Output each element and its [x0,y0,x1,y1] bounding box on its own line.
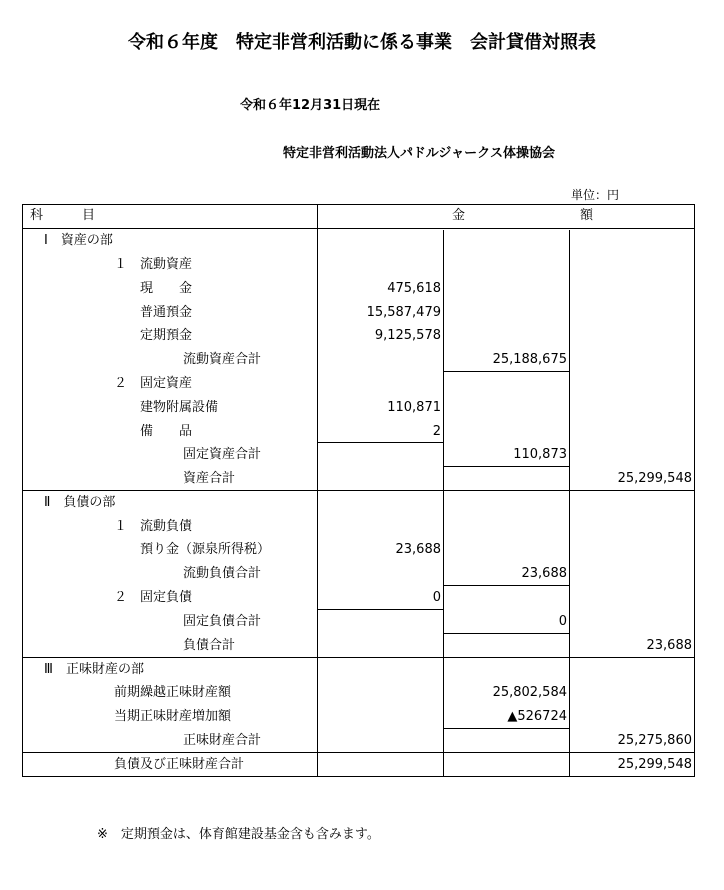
amount-col3: 25,275,860 [617,733,692,748]
organization-name: 特定非営利活動法人パドルジャークス体操協会 [283,146,556,161]
row-label: ２ 固定負債 [114,590,193,605]
row-label: 固定負債合計 [183,614,262,629]
amount-rule [443,633,570,634]
amount-col1: 9,125,578 [374,328,441,343]
table-border-right [694,204,695,777]
table-border-bottom [22,776,694,777]
row-label: １ 流動資産 [114,257,193,272]
amount-col2: 25,188,675 [492,352,567,367]
page-title: 令和６年度 特定非営利活動に係る事業 会計貸借対照表 [128,32,596,53]
table-border-top [22,204,694,205]
section-separator-grand-total [22,752,694,753]
amount-col3: 25,299,548 [617,757,692,772]
row-label: 正味財産合計 [183,733,262,748]
amount-col1: 0 [432,590,441,605]
row-label: Ⅲ 正味財産の部 [44,662,144,677]
row-label: １ 流動負債 [114,519,193,534]
amount-col1: 110,871 [387,400,441,415]
header-amount-1: 金 [452,208,466,223]
amount-col1: 2 [432,424,441,439]
column-divider-amount-2 [569,230,570,777]
amount-col1: 23,688 [395,542,441,557]
row-label: 流動資産合計 [183,352,262,367]
row-label: 普通預金 [140,305,193,320]
amount-col2: 110,873 [513,447,567,462]
footnote: ※ 定期預金は、体育館建設基金含も含みます。 [97,827,380,842]
amount-col2: 23,688 [521,566,567,581]
amount-rule [443,585,570,586]
row-label: 固定資産合計 [183,447,262,462]
amount-col2: 0 [558,614,567,629]
amount-rule [443,728,570,729]
section-separator-net-assets [22,657,694,658]
amount-col1: 15,587,479 [366,305,441,320]
amount-rule [443,466,570,467]
row-label: 資産合計 [183,471,236,486]
row-label: 建物附属設備 [140,400,219,415]
unit-label: 単位：円 [571,188,620,202]
row-label: ２ 固定資産 [114,376,193,391]
amount-col1: 475,618 [387,281,441,296]
row-label: Ⅱ 負債の部 [44,495,116,510]
amount-rule [443,371,570,372]
row-label: 流動負債合計 [183,566,262,581]
header-amount-2: 額 [580,208,594,223]
row-label: 現 金 [140,281,193,296]
amount-col2: 25,802,584 [492,685,567,700]
row-label: 負債合計 [183,638,236,653]
row-label: Ⅰ 資産の部 [44,233,113,248]
row-label: 預り金（源泉所得税） [140,542,271,557]
section-separator-liabilities [22,490,694,491]
column-divider-amount-1 [443,230,444,777]
row-label: 負債及び正味財産合計 [114,757,245,772]
amount-col2: ▲526724 [507,709,567,724]
amount-rule [317,442,444,443]
row-label: 定期預金 [140,328,193,343]
amount-col3: 25,299,548 [617,471,692,486]
header-subject: 科 目 [30,208,96,223]
table-border-header [22,228,694,229]
amount-rule [317,609,444,610]
row-label: 前期繰越正味財産額 [114,685,232,700]
row-label: 当期正味財産増加額 [114,709,232,724]
as-of-date: 令和６年12月31日現在 [240,98,381,113]
amount-col3: 23,688 [646,638,692,653]
row-label: 備 品 [140,424,193,439]
